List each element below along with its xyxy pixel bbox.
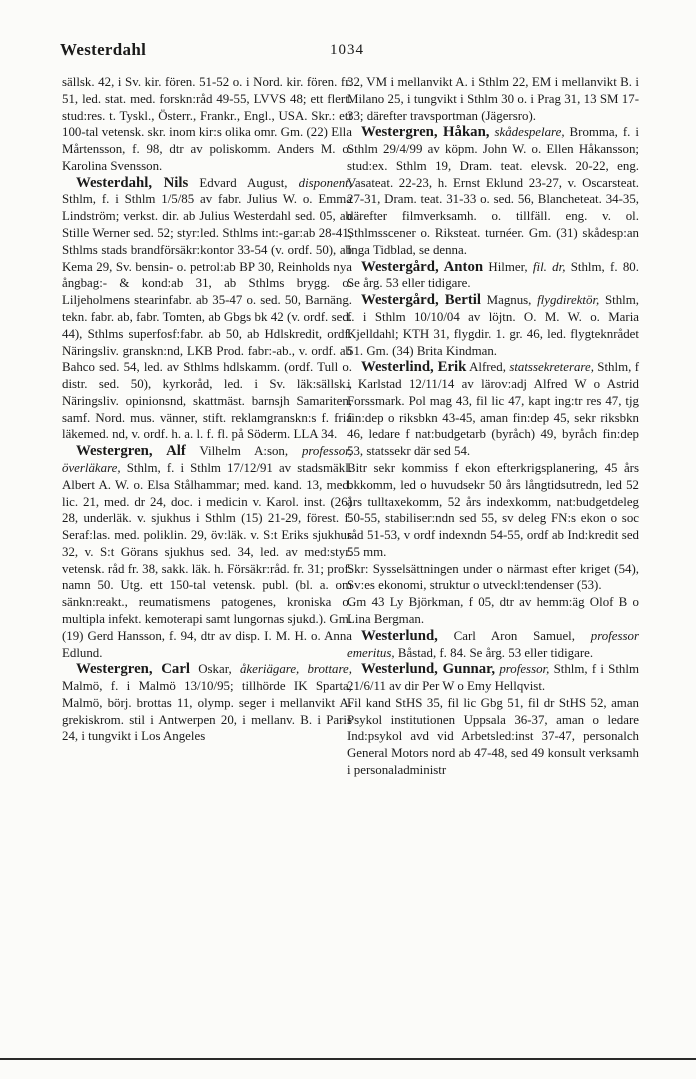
entry-text: sällsk. 42, i Sv. kir. fören. 51-52 o. i Nord. kir. fören. fr. 51, led. stat. med. forskn:råd 49-55, LVVS 48; ett flert. stud:res. t. Tyskl., Österr., Frankr., Engl., USA. Skr.: ett 100-tal vetensk. skr. inom kir:s olika omr. Gm. (22) Ella Mårtensson, f. 98, dtr av poliskomm. Anders M. o. Karolina Svensson. <box>62 75 352 173</box>
biography-entry <box>62 661 352 745</box>
entry-headword: Westerlund, Gunnar, <box>361 661 496 678</box>
entry-given-names: Carl Aron Samuel, <box>453 628 575 643</box>
entry-occupation: flygdirektör, <box>537 293 600 308</box>
entry-occupation: professor, <box>499 662 550 677</box>
entry-occupation: statssekreterare, <box>509 360 594 375</box>
entry-headword: Westerlind, Erik <box>361 359 467 376</box>
biography-entry <box>347 292 639 359</box>
entry-given-names: Magnus, <box>486 293 532 308</box>
entry-given-names: Hilmer, <box>488 259 528 274</box>
entry-given-names: Alfred, <box>469 360 506 375</box>
biography-entry <box>347 259 639 293</box>
biography-entry <box>62 175 352 444</box>
entry-headword: Westerdahl, Nils <box>76 174 189 191</box>
entry-occupation: åkeriägare, brottare, <box>239 662 352 677</box>
entry-text: Sthlm, f i Sthlm 21/6/11 av dir Per W o Emy Hellqvist. <box>347 662 639 694</box>
entry-headword: Westergård, Bertil <box>361 292 481 309</box>
entry-occupation: professor emeritus, <box>347 628 639 660</box>
entry-text: Bitr sekr kommiss f ekon efterkrigsplanering, 45 års bkkomm, led o huvudsekr 50 års långtidsutredn, led 52 års tulltaxekomm, 52 års indexkomm, nat:budgetdeleg 50-55, stabiliser:ndn sed 55, sv deleg FN:s ekon o soc råd 51-53, v ordf indexndn 54-55, ordf ab Ind:kredit sed 55 mm. <box>347 460 639 559</box>
biography-entry <box>347 359 639 460</box>
entry-text: Fil kand StHS 35, fil lic Gbg 51, fil dr StHS 52, aman Psykol institutionen Uppsala 36-37, aman o ledare Ind:psykol avd vid Arbetsled:inst 37-47, personalch General Motors nord ab 47-48, sed 49 konsult verksamh i personaladministr <box>347 695 639 778</box>
entry-given-names: Edvard August, <box>199 175 288 190</box>
page-number: 1034 <box>330 42 364 58</box>
entry-occupation: professor, överläkare, <box>62 444 352 475</box>
entry-headword: Westergård, Anton <box>361 258 484 275</box>
entry-paragraph <box>347 561 639 595</box>
entry-text: Malmö, f. i Malmö 13/10/95; tillhörde IK Sparta, Malmö, börj. brottas 11, olymp. seger i mellanvikt A. grekiskrom. stil i Antwerpen 20, i mellanv. B. i Paris 24, i tungvikt i Los Angeles <box>62 679 352 744</box>
entry-text: Skr: Sysselsättningen under o närmast efter kriget (54), Sv:es ekonomi, struktur o utveckl:tendenser (53). <box>347 561 639 593</box>
entry-text: 32, VM i mellanvikt A. i Sthlm 22, EM i mellanvikt B. i Milano 25, i tungvikt i Sthlm 30 o. i Prag 31, 13 SM 17-33; därefter travsportman (Jägersro). <box>347 75 639 123</box>
right-column <box>347 74 639 779</box>
entry-paragraph <box>62 74 352 175</box>
entry-paragraph <box>347 695 639 779</box>
entry-given-names: Vilhelm A:son, <box>199 444 289 459</box>
biography-entry <box>347 661 639 695</box>
entry-paragraph <box>347 74 639 124</box>
entry-occupation: skådespelare, <box>494 125 565 140</box>
entry-headword: Westergren, Håkan, <box>361 124 490 141</box>
entry-text: Sthlm, f. i Sthlm 1/5/85 av fabr. Julius W. o. Emma Lindström; verkst. dir. ab Julius Westerdahl sed. 05, ab Stille Werner sed. 52; styr:led. Sthlms int:-gar:ab 28-41, Sthlms stads brandförsäkr:kontor 33-54 (v. ordf. 50), ab Kema 29, Sv. bensin- o. petrol:ab BP 30, Reinholds nya ångbag:- & kond:ab 31, ab Sthlms brygg. o. Liljeholmens stearinfabr. ab 35-47 o. sed. 50, Barnäng. tekn. fabr. ab, fabr. Tomten, ab Gbgs bk 42 (v. ordf. sed. 44), Sthlms superfosf:fabr. ab 50, ab Hdlskredit, ordf. Näringsliv. granskn:nd, LKB Prod. fabr:-ab., v. ordf. ab Bahco sed. 54, led. av Sthlms hdlskamm. (ordf. Tull o. distr. sed. 50), kyrkoråd, led. i Sv. läk:sällsk., Näringsliv. opinionsnd, skattmäst. barnsjh Samariten, samf. Nord. mus. vänner, stift. reklamgranskn:s f. fria läkemed. nd, v. ordf. h. a. l. f. fl. på Söderm. LLA 34. <box>62 192 352 442</box>
entry-text: Sthlm, f. 80. Se årg. 53 eller tidigare. <box>347 259 639 291</box>
left-column <box>62 74 352 745</box>
entry-text: Sthlm, f. i Sthlm 17/12/91 av stadsmäkl. Albert A. W. o. Elsa Stålhammar; med. kand. 13, med. lic. 21, med. dr 24, doc. i medicin v. Karol. inst. (26) 28, underläk. v. sjukhus i Sthlm (15) 21-29, förest. f. Seraf:las. med. poliklin. 29, öv:läk. v. S:t Eriks sjukhus 32, v. S:t Görans sjukhus sed. 34, led. av med:styr. vetensk. råd fr. 38, sakk. läk. h. Försäkr:råd. fr. 31; prof. namn 50. Utg. ett 150-tal vetensk. publ. (bl. a. om sänkn:reakt., reumatismens patogenes, kroniska o. multipla infekt. kemoterapi samt lungornas sjukd.). Gm. (19) Gerd Hansson, f. 94, dtr av disp. I. M. H. o. Anna Edlund. <box>62 460 352 660</box>
entry-text: Bromma, f. i Sthlm 29/4/99 av köpm. John W. o. Ellen Håkansson; stud:ex. Sthlm 19, Dram. teat. elevsk. 20-22, eng. Vasateat. 22-23, h. Ernst Eklund 23-27, v. Oscarsteat. 27-31, Dram. teat. 31-33 o. sed. 56, Blancheteat. 34-35, därefter filmverksamh. o. tillfäll. eng. v. ol. Sthlmsscener o. Riksteat. turnéer. Gm. (31) skådesp:an Inga Tidblad, se denna. <box>347 125 639 257</box>
entry-paragraph <box>347 594 639 628</box>
biography-entry <box>62 443 352 661</box>
entry-headword: Westerlund, <box>361 627 438 644</box>
bottom-rule <box>0 1058 696 1060</box>
entry-occupation: disponent, <box>298 175 352 190</box>
entry-headword: Westergren, Carl <box>76 661 191 678</box>
running-head <box>60 40 640 64</box>
entry-text: Gm 43 Ly Björkman, f 05, dtr av hemm:äg Olof B o Lina Bergman. <box>347 595 639 626</box>
entry-headword: Westergren, Alf <box>76 443 186 460</box>
entry-given-names: Oskar, <box>198 662 232 677</box>
entry-occupation: fil. dr, <box>532 259 566 274</box>
entry-text: Sthlm, f i Karlstad 12/11/14 av lärov:adj Alfred W o Astrid Forssmark. Pol mag 43, fil lic 47, kapt ing:tr res 47, tjg fin:dep o riksbkn 43-45, aman fin:dep 45, sekr riksbkn 46, ledare f nat:budgetarb (byråch) 49, byråch fin:dep 53, statssekr där sed 54. <box>347 360 639 459</box>
running-head-name: Westerdahl <box>60 40 147 59</box>
biography-entry <box>347 628 639 662</box>
entry-text: Sthlm, f. i Sthlm 10/10/04 av löjtn. O. M. W. o. Maria Kjelldahl; KTH 31, flygdir. 1. gr. 46, led. flygteknrådet 51. Gm. (34) Brita Kindman. <box>347 293 639 358</box>
biography-entry <box>347 124 639 258</box>
entry-paragraph <box>347 460 639 561</box>
entry-text: Båstad, f. 84. Se årg. 53 eller tidigare. <box>397 645 594 660</box>
